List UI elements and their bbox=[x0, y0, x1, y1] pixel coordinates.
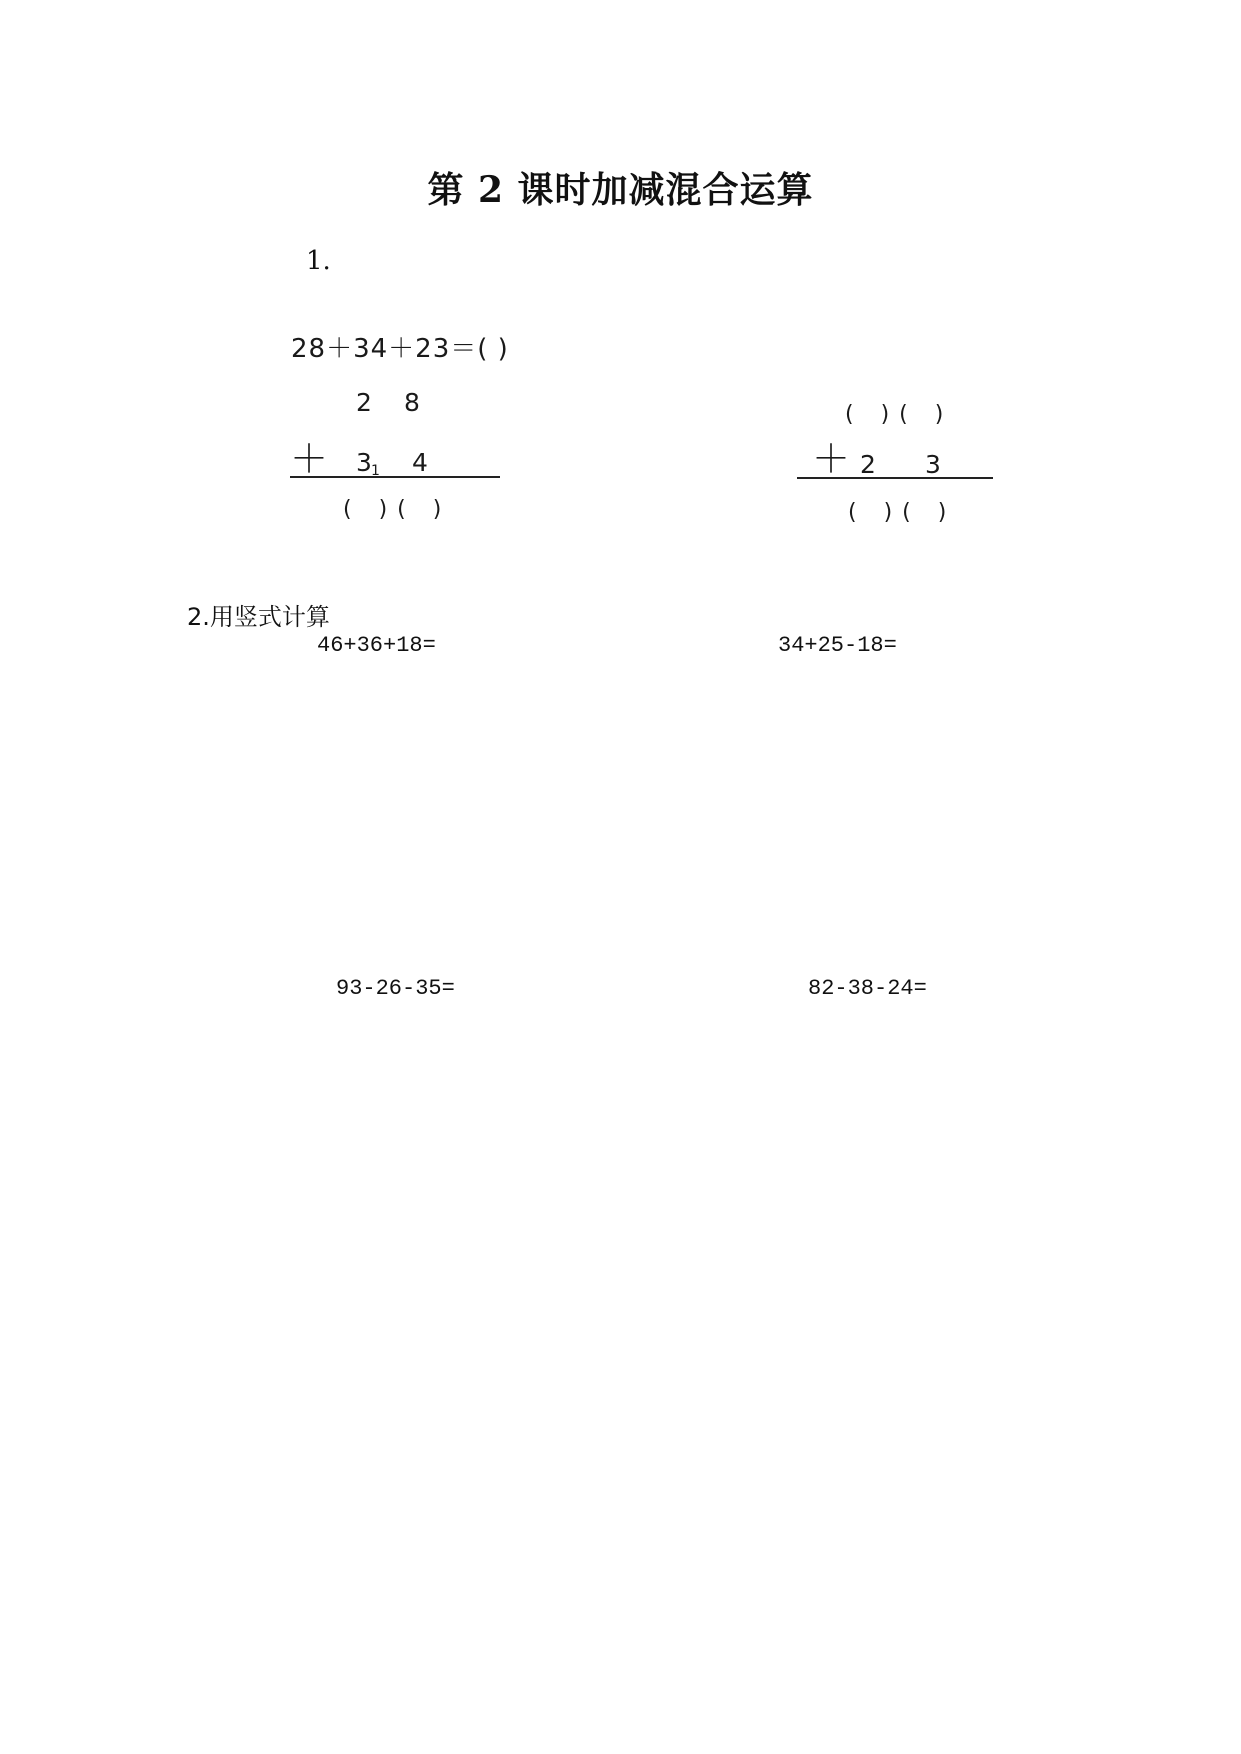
question-1-number: 1. bbox=[306, 246, 331, 276]
question-2-heading: 2.用竖式计算 bbox=[187, 603, 330, 631]
bottom-digit-tens: 3 1 bbox=[356, 448, 380, 479]
result-blanks: ( )( ) bbox=[848, 500, 957, 525]
result-blanks: ( )( ) bbox=[343, 497, 452, 522]
bottom-digit-ones: 3 bbox=[925, 450, 941, 479]
page-title: 第 2 课时加减混合运算 bbox=[427, 169, 814, 211]
bottom-digit-ones: 4 bbox=[412, 448, 428, 477]
carry-digit: 1 bbox=[371, 463, 380, 479]
bottom-digit-tens: 2 bbox=[860, 450, 876, 479]
problem-3: 93-26-35= bbox=[336, 976, 455, 1001]
problem-4: 82-38-24= bbox=[808, 976, 927, 1001]
addition-equation: 28＋34＋23＝( ) bbox=[291, 334, 509, 364]
problem-2: 34+25-18= bbox=[778, 633, 897, 658]
top-digit-ones: 8 bbox=[404, 388, 420, 417]
problem-1: 46+36+18= bbox=[317, 633, 436, 658]
plus-sign: ＋ bbox=[812, 437, 851, 481]
sum-line bbox=[290, 476, 500, 478]
top-digit-tens: 2 bbox=[356, 388, 372, 417]
sum-line bbox=[797, 477, 993, 479]
plus-sign: ＋ bbox=[290, 437, 329, 481]
top-blanks: ( )( ) bbox=[845, 402, 954, 427]
